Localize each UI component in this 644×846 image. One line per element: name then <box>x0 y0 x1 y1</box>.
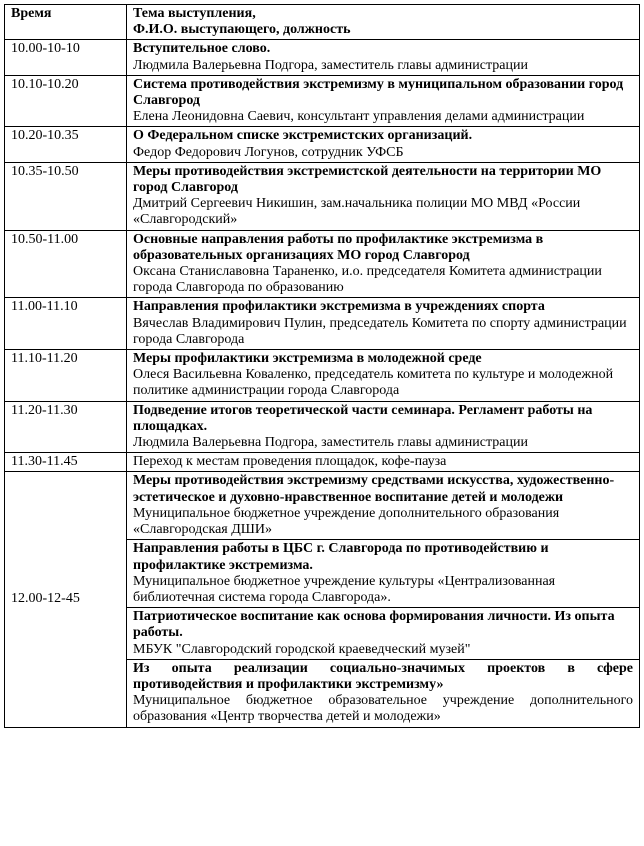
topic-cell <box>127 162 640 230</box>
time-cell: 10.20-10.35 <box>5 127 127 162</box>
table-row <box>5 472 640 540</box>
topic-cell <box>127 127 640 162</box>
topic-title: Направления работы в ЦБС г. Славгорода по противодействию и профилактике экстремизма. <box>133 541 549 573</box>
topic-speaker: Елена Леонидовна Саевич, консультант управления делами администрации <box>133 109 585 125</box>
table-row <box>5 453 640 472</box>
topic-title: Подведение итогов теоретической части семинара. Регламент работы на площадках. <box>133 402 593 434</box>
topic-title: Меры профилактики экстремизма в молодежной среде <box>133 351 482 367</box>
topic-title: Основные направления работы по профилактике экстремизма в образовательных организациях МО город Славгород <box>133 231 544 263</box>
table-row <box>5 162 640 230</box>
topic-speaker: Муниципальное бюджетное образовательное учреждение дополнительного образования «Центр творчества детей и молодежи» <box>133 693 633 725</box>
time-cell: 10.50-11.00 <box>5 230 127 298</box>
topic-title: Система противодействия экстремизму в муниципальном образовании город Славгород <box>133 76 624 109</box>
topic-cell <box>127 401 640 453</box>
topic-cell <box>127 540 640 608</box>
topic-title: Меры противодействия экстремистской деятельности на территории МО город Славгород <box>133 163 602 196</box>
time-cell: 11.20-11.30 <box>5 401 127 453</box>
topic-speaker: Людмила Валерьевна Подгора, заместитель главы администрации <box>133 435 528 451</box>
topic-speaker: Федор Федорович Логунов, сотрудник УФСБ <box>133 144 404 160</box>
topic-cell <box>127 40 640 75</box>
topic-cell <box>127 350 640 402</box>
topic-cell <box>127 453 640 472</box>
topic-speaker: Олеся Васильевна Коваленко, председатель комитета по культуре и молодежной политике администрации города Славгорода <box>133 367 614 399</box>
topic-speaker: Людмила Валерьевна Подгора, заместитель главы администрации <box>133 57 528 73</box>
header-topic <box>127 5 640 40</box>
time-cell-group: 12.00-12-45 <box>5 472 127 727</box>
table-row <box>5 350 640 402</box>
header-topic-line2: Ф.И.О. выступающего, должность <box>133 22 351 38</box>
topic-title: Вступительное слово. <box>133 41 271 57</box>
time-cell: 11.30-11.45 <box>5 453 127 472</box>
topic-speaker: Вячеслав Владимирович Пулин, председатель Комитета по спорту администрации города Славгорода <box>133 315 627 347</box>
table-row <box>5 230 640 298</box>
topic-cell <box>127 230 640 298</box>
topic-title: Патриотическое воспитание как основа формирования личности. Из опыта работы. <box>133 609 615 641</box>
schedule-table <box>4 4 640 728</box>
topic-title: О Федеральном списке экстремистских организаций. <box>133 128 473 144</box>
topic-speaker: Муниципальное бюджетное учреждение дополнительного образования «Славгородская ДШИ» <box>133 505 560 538</box>
topic-cell <box>127 75 640 127</box>
time-cell: 10.10-10.20 <box>5 75 127 127</box>
time-cell: 11.00-11.10 <box>5 298 127 350</box>
topic-title: Меры противодействия экстремизму средствами искусства, художественно-эстетическое и духовно-нравственное воспитание детей и молодежи <box>133 473 615 505</box>
table-row <box>5 75 640 127</box>
topic-cell <box>127 472 640 540</box>
topic-cell <box>127 608 640 660</box>
time-cell: 10.00-10-10 <box>5 40 127 75</box>
topic-speaker: МБУК "Славгородский городской краеведческий музей" <box>133 641 471 657</box>
header-topic-line1: Тема выступления, <box>133 6 256 21</box>
header-row <box>5 5 640 40</box>
topic-title: Из опыта реализации социально-значимых проектов в сфере противодействия и профилактики экстремизму» <box>133 660 633 692</box>
table-row <box>5 401 640 453</box>
table-row <box>5 127 640 162</box>
header-time: Время <box>5 5 127 40</box>
table-row <box>5 40 640 75</box>
topic-cell <box>127 659 640 727</box>
topic-speaker: Дмитрий Сергеевич Никишин, зам.начальника полиции МО МВД «России «Славгородский» <box>133 196 581 228</box>
time-cell: 10.35-10.50 <box>5 162 127 230</box>
topic-speaker: Оксана Станиславовна Тараненко, и.о. председателя Комитета администрации города Славгорода по образованию <box>133 264 602 296</box>
topic-speaker: Переход к местам проведения площадок, кофе-пауза <box>133 454 447 470</box>
time-cell: 11.10-11.20 <box>5 350 127 402</box>
topic-title: Направления профилактики экстремизма в учреждениях спорта <box>133 299 545 315</box>
topic-cell <box>127 298 640 350</box>
topic-speaker: Муниципальное бюджетное учреждение культуры «Централизованная библиотечная система города Славгорода». <box>133 573 556 605</box>
table-row <box>5 298 640 350</box>
